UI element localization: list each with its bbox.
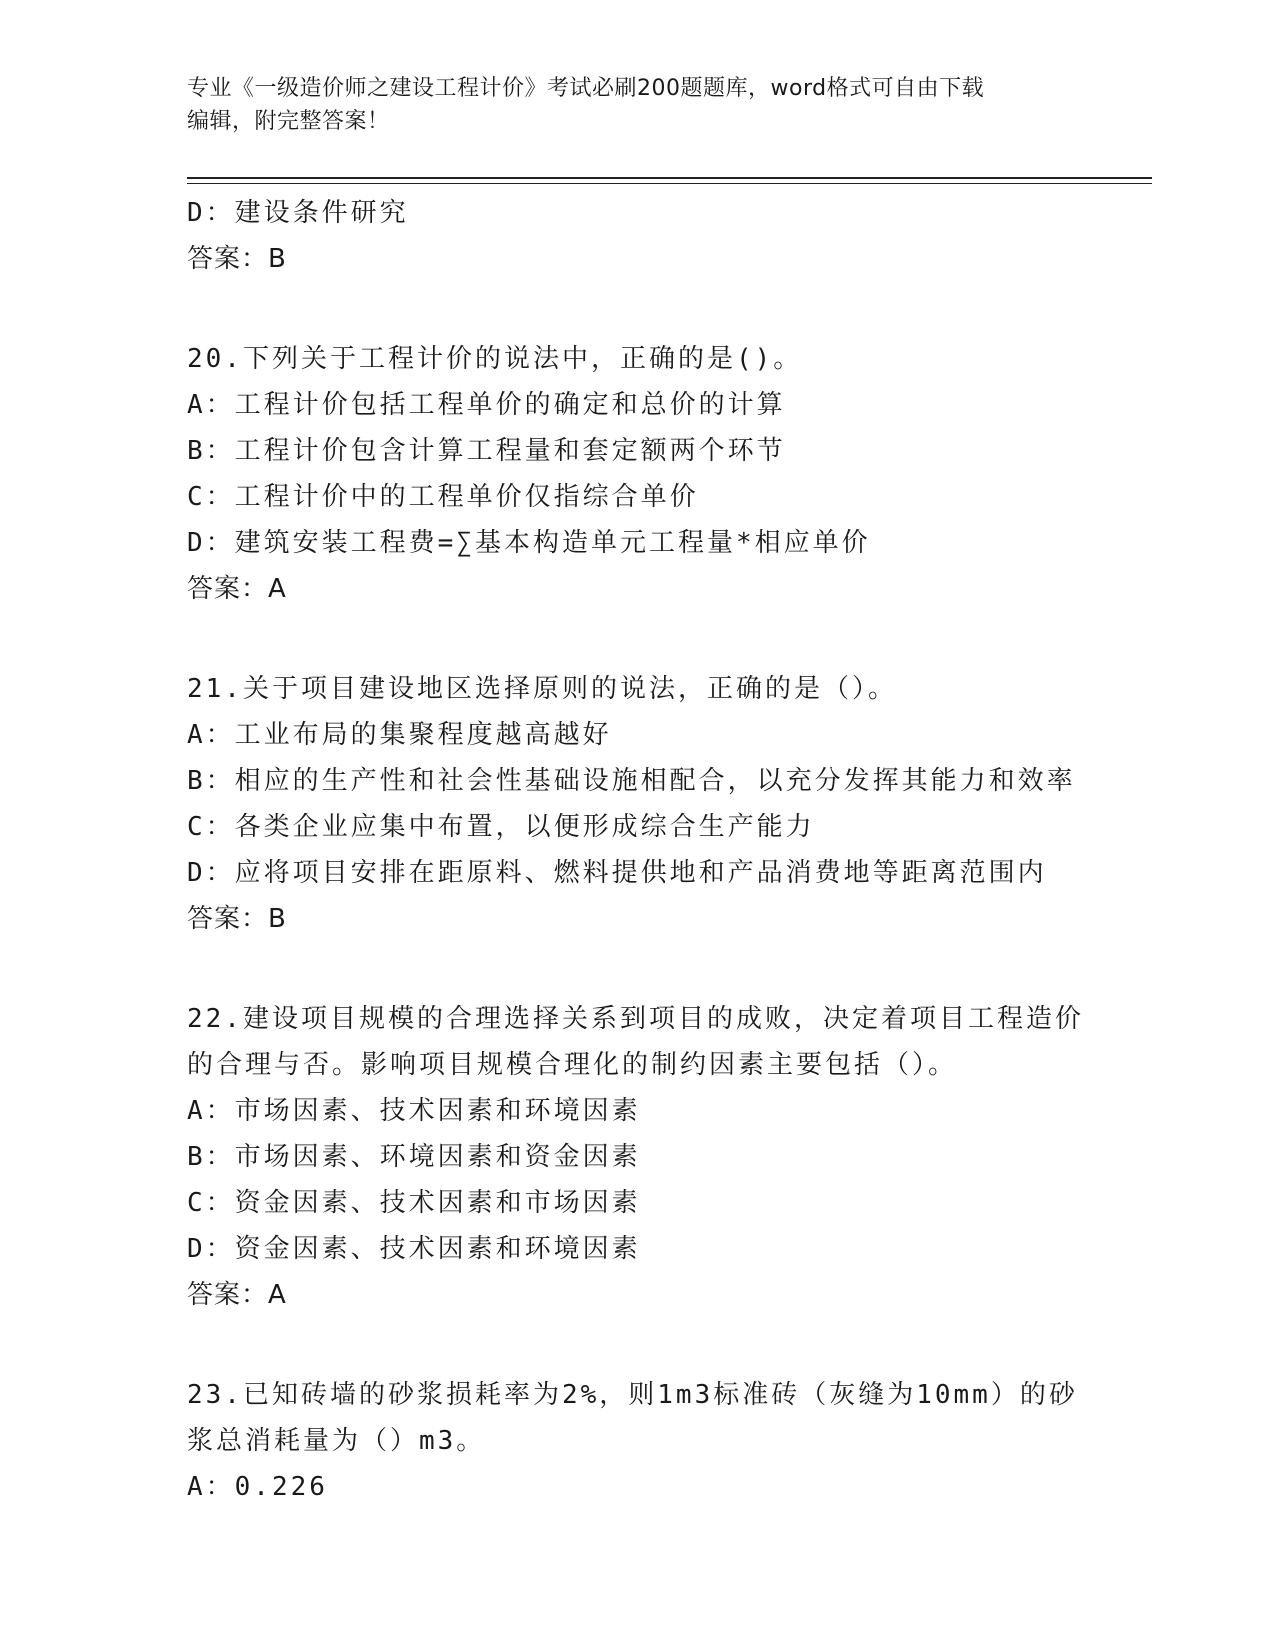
question-list (187, 190, 1087, 1510)
option-d: D：资金因素、技术因素和环境因素 (187, 1234, 641, 1264)
option-a: A：市场因素、技术因素和环境因素 (187, 1096, 641, 1126)
option-d: D：应将项目安排在距原料、燃料提供地和产品消费地等距离范围内 (187, 858, 1047, 888)
previous-question-tail (187, 190, 1087, 282)
question-stem: 20.下列关于工程计价的说法中，正确的是()。 (187, 344, 803, 374)
question-22 (187, 996, 1087, 1318)
question-spacer (187, 612, 1087, 666)
question-spacer (187, 1318, 1087, 1372)
answer-line: 答案：A (187, 1280, 287, 1310)
question-20 (187, 336, 1087, 612)
option-b: B：相应的生产性和社会性基础设施相配合，以充分发挥其能力和效率 (187, 766, 1076, 796)
header-line-2: 编辑，附完整答案！ (187, 109, 390, 134)
option-a: A：0.226 (187, 1472, 328, 1502)
option-c: C：工程计价中的工程单价仅指综合单价 (187, 482, 699, 512)
question-stem: 21.关于项目建设地区选择原则的说法，正确的是（）。 (187, 674, 897, 704)
question-stem-continued: 的合理与否。影响项目规模合理化的制约因素主要包括（）。 (187, 1050, 958, 1080)
option-a: A：工业布局的集聚程度越高越好 (187, 720, 612, 750)
answer-line: 答案：B (187, 904, 287, 934)
question-stem: 23.已知砖墙的砂浆损耗率为2%，则1m3标准砖（灰缝为10mm）的砂 (187, 1380, 1078, 1410)
header-divider-thin (187, 183, 1152, 184)
option-c: C：各类企业应集中布置，以便形成综合生产能力 (187, 812, 815, 842)
question-23 (187, 1372, 1087, 1510)
answer-line: 答案：B (187, 244, 287, 274)
header-line-1: 专业《一级造价师之建设工程计价》考试必刷200题题库，word格式可自由下载 (187, 76, 985, 101)
option-d: D：建设条件研究 (187, 198, 409, 228)
question-21 (187, 666, 1087, 942)
header-divider-thick (187, 177, 1152, 179)
question-stem: 22.建设项目规模的合理选择关系到项目的成败，决定着项目工程造价 (187, 1004, 1084, 1034)
question-spacer (187, 282, 1087, 336)
answer-line: 答案：A (187, 574, 287, 604)
question-stem-continued: 浆总消耗量为（）m3。 (187, 1426, 486, 1456)
option-d: D：建筑安装工程费=∑基本构造单元工程量*相应单价 (187, 528, 871, 558)
question-spacer (187, 942, 1087, 996)
option-b: B：工程计价包含计算工程量和套定额两个环节 (187, 436, 786, 466)
option-a: A：工程计价包括工程单价的确定和总价的计算 (187, 390, 786, 420)
option-c: C：资金因素、技术因素和市场因素 (187, 1188, 641, 1218)
document-header (187, 72, 1067, 138)
option-b: B：市场因素、环境因素和资金因素 (187, 1142, 641, 1172)
